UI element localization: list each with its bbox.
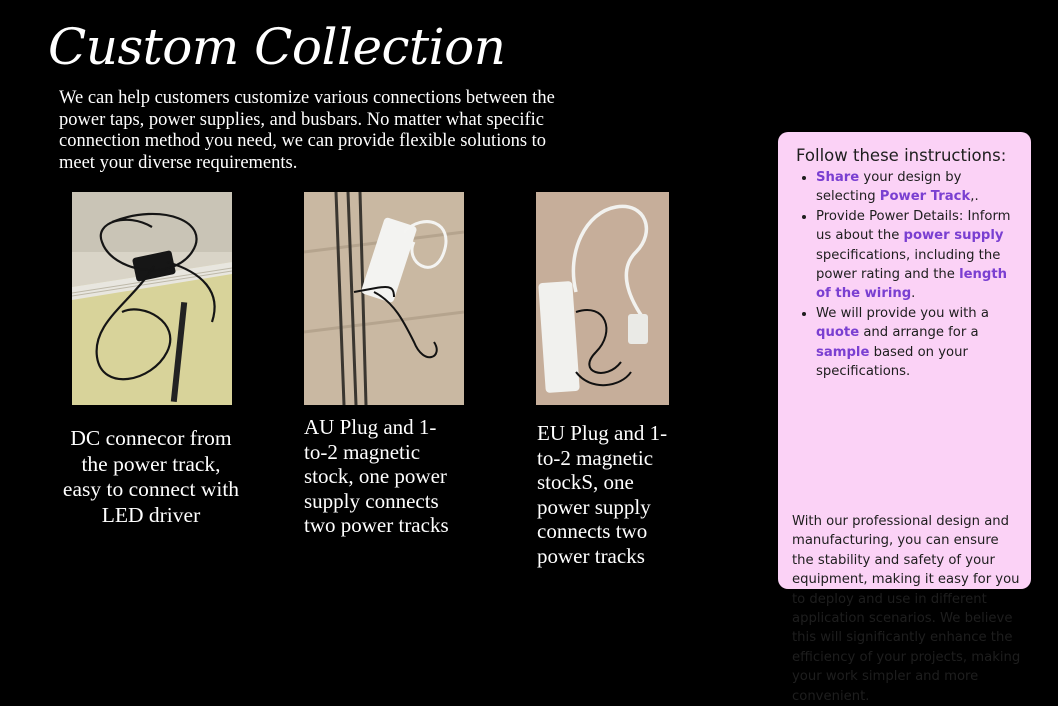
instruction-share-text: Share [816,170,860,185]
instruction-item [816,304,1020,382]
au-plug-caption: AU Plug and 1-to-2 magnetic stock, one power supply connects two power tracks [304,415,449,537]
eu-plug-caption: EU Plug and 1-to-2 magnetic stockS, one power supply connects two power tracks [537,421,668,568]
instruction-text: specifications, including the power rating and the [816,247,1001,283]
instruction-text: your design by selecting [816,170,962,205]
closing-paragraph: With our professional design and manufacturing, you can ensure the stability and safety of your equipment, making it easy for you to deploy and use in different application scenarios. We believe this will significantly enhance the efficiency of your projects, making your work simpler and more convenient. [792,514,1021,704]
instructions-list [792,168,1020,381]
instruction-text: ,. [970,189,979,205]
dc-connector-photo [72,192,232,405]
dc-connector-caption: DC connecor from the power track, easy to connect with LED driver [62,426,240,527]
instruction-highlight: power supply [903,228,1004,244]
au-plug-photo [304,192,464,405]
instruction-text: We will provide you with a [816,305,989,321]
instructions-heading: Follow these instructions: [796,146,1007,165]
instruction-text: . [911,286,916,302]
instruction-highlight: quote [816,325,860,341]
intro-paragraph: We can help customers customize various connections between the power taps, power supplies, and busbars. No matter what specific connection method you need, we can provide flexible solutions to meet your diverse requirements. [59,88,555,173]
instruction-text: based on your specifications. [816,344,968,380]
instruction-text: Provide Power Details: Inform us about the [816,208,1011,244]
eu-plug-photo [536,192,669,405]
instruction-text: and arrange for a [859,325,979,341]
instruction-highlight: length of the wiring [816,267,1008,302]
page-title: Custom Collection [48,18,506,76]
instruction-item [816,207,1020,304]
instruction-highlight: sample [816,344,870,360]
instructions-card [778,132,1031,704]
instruction-item [816,168,1020,207]
instruction-highlight: Power Track [879,189,971,205]
